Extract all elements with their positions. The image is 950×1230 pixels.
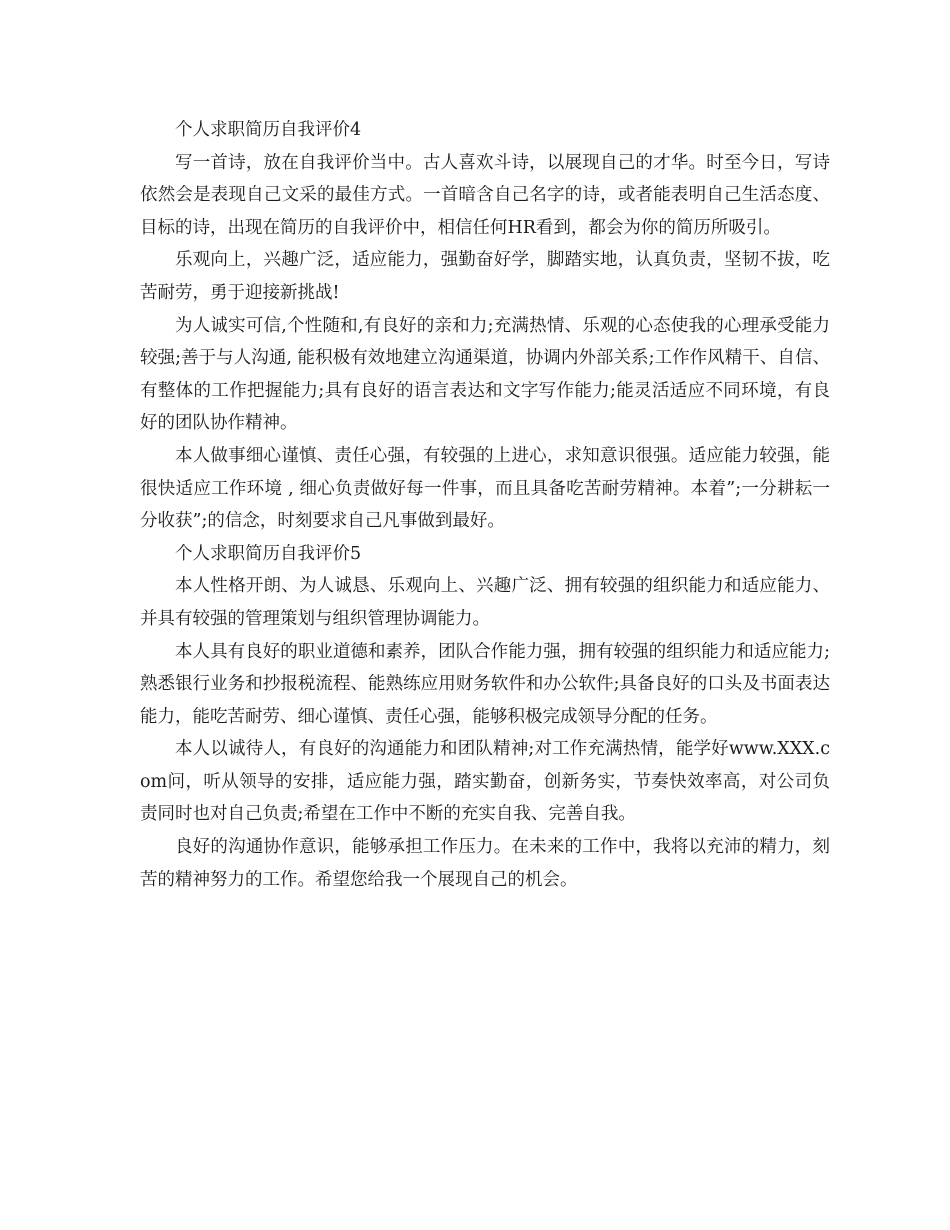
paragraph: 为人诚实可信,个性随和,有良好的亲和力;充满热情、乐观的心态使我的心理承受能力较强;善于与人沟通, 能积极有效地建立沟通渠道，协调内外部关系;工作作风精干、自信、有整体的工作把握能力;具有良好的语言表达和文字写作能力;能灵活适应不同环境，有良好的团队协作精神。: [140, 315, 830, 434]
paragraph: 本人性格开朗、为人诚恳、乐观向上、兴趣广泛、拥有较强的组织能力和适应能力、并具有较强的管理策划与组织管理协调能力。: [140, 576, 830, 629]
paragraph: 写一首诗，放在自我评价当中。古人喜欢斗诗，以展现自己的才华。时至今日，写诗依然会是表现自己文采的最佳方式。一首暗含自己名字的诗，或者能表明自己生活态度、目标的诗，出现在简历的自我评价中，相信任何HR看到，都会为你的简历所吸引。: [140, 152, 830, 238]
paragraph: 良好的沟通协作意识，能够承担工作压力。在未来的工作中，我将以充沛的精力，刻苦的精神努力的工作。希望您给我一个展现自己的机会。: [140, 837, 830, 890]
paragraph: 本人做事细心谨慎、责任心强，有较强的上进心，求知意识很强。适应能力较强，能很快适应工作环境 , 细心负责做好每一件事，而且具备吃苦耐劳精神。本着”;一分耕耘一分收获”;的信念，时刻要求自己凡事做到最好。: [140, 445, 830, 532]
document-body: [140, 114, 830, 896]
paragraph: 本人以诚待人，有良好的沟通能力和团队精神;对工作充满热情，能学好www.XXX.com问，听从领导的安排，适应能力强，踏实勤奋，创新务实，节奏快效率高，对公司负责同时也对自己负责;希望在工作中不断的充实自我、完善自我。: [140, 739, 830, 825]
paragraph: 本人具有良好的职业道德和素养，团队合作能力强，拥有较强的组织能力和适应能力;熟悉银行业务和抄报税流程、能熟练应用财务软件和办公软件;具备良好的口头及书面表达能力，能吃苦耐劳、细心谨慎、责任心强，能够积极完成领导分配的任务。: [140, 641, 830, 727]
section-heading: 个人求职简历自我评价4: [175, 120, 362, 140]
paragraph: 乐观向上，兴趣广泛，适应能力，强勤奋好学，脚踏实地，认真负责，坚韧不拔，吃苦耐劳，勇于迎接新挑战!: [140, 250, 830, 303]
section-heading: 个人求职简历自我评价5: [175, 543, 362, 564]
